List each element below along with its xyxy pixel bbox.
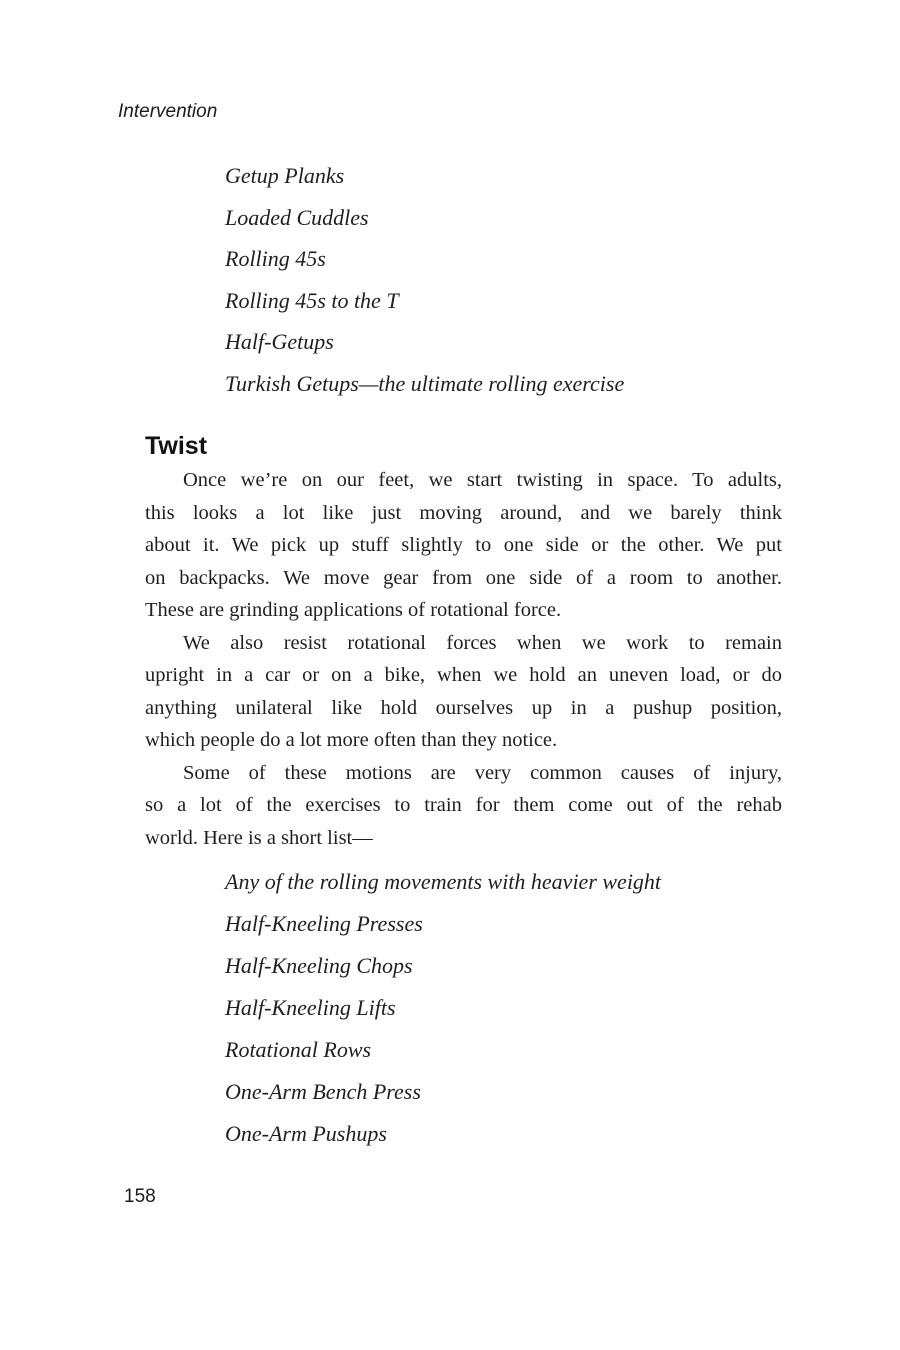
body-line: about it. We pick up stuff slightly to one side or the other. We put (145, 534, 782, 556)
body-line: which people do a lot more often than they notice. (145, 729, 558, 751)
list-item: One-Arm Bench Press (225, 1079, 421, 1104)
body-line: Some of these motions are very common causes of injury, (183, 761, 782, 784)
body-line: so a lot of the exercises to train for them come out of the rehab (145, 794, 782, 816)
list-item: Half-Kneeling Chops (225, 953, 413, 978)
list-item: One-Arm Pushups (225, 1121, 387, 1146)
list-item: Turkish Getups—the ultimate rolling exercise (225, 370, 625, 396)
body-text (145, 464, 782, 854)
twist-exercise-list (225, 861, 661, 1155)
body-line: world. Here is a short list— (145, 826, 373, 849)
running-header: Intervention (118, 101, 218, 122)
list-item: Rolling 45s to the T (225, 287, 399, 313)
page-number: 158 (124, 1186, 156, 1207)
body-line: Once we’re on our feet, we start twisting in space. To adults, (183, 469, 782, 491)
list-item: Loaded Cuddles (225, 204, 369, 230)
list-item: Half-Kneeling Presses (225, 911, 423, 936)
body-line: We also resist rotational forces when we work to remain (183, 631, 782, 654)
list-item: Half-Kneeling Lifts (225, 995, 396, 1020)
body-line: this looks a lot like just moving around, and we barely think (145, 501, 782, 524)
body-line: on backpacks. We move gear from one side of a room to another. (145, 566, 782, 589)
list-item: Rotational Rows (225, 1037, 372, 1062)
body-line: upright in a car or on a bike, when we hold an uneven load, or do (145, 664, 782, 686)
section-heading: Twist (145, 432, 208, 460)
list-item: Half-Getups (225, 329, 334, 354)
rolling-exercise-list (225, 155, 624, 404)
body-line: These are grinding applications of rotational force. (145, 599, 562, 621)
list-item: Any of the rolling movements with heavier weight (225, 869, 662, 894)
list-item: Rolling 45s (225, 246, 326, 271)
body-line: anything unilateral like hold ourselves up in a pushup position, (145, 696, 782, 719)
list-item: Getup Planks (225, 163, 345, 188)
